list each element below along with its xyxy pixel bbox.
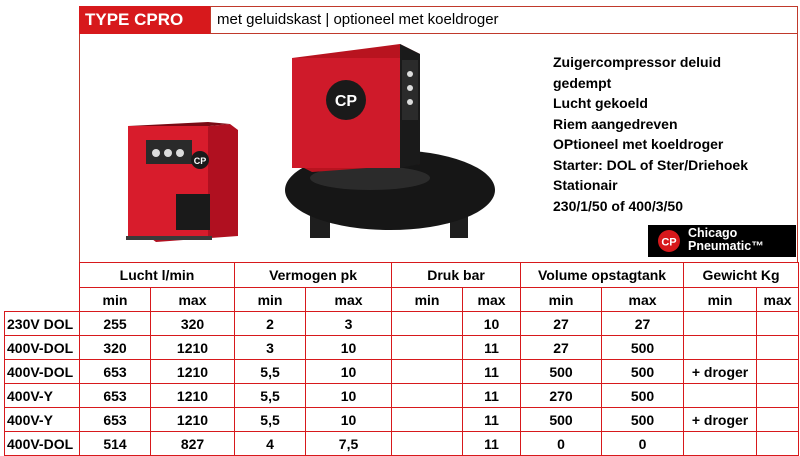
description-line: Stationair	[553, 177, 618, 193]
subheader-cell: max	[151, 288, 235, 312]
table-cell: 514	[80, 432, 151, 456]
table-cell: 320	[151, 312, 235, 336]
table-cell	[684, 432, 757, 456]
cp-logo-icon	[656, 229, 682, 253]
description-line: Starter: DOL of Ster/Driehoek	[553, 156, 749, 173]
description-line: Zuigercompressor deluid	[553, 54, 722, 70]
description-line: gedempt	[553, 74, 612, 91]
table-cell: 5,5	[235, 360, 306, 384]
table-cell: 255	[80, 312, 151, 336]
table-cell	[684, 336, 757, 360]
table-cell: 10	[306, 336, 392, 360]
subheader-cell: max	[463, 288, 521, 312]
description-line: Riem aangedreven	[553, 115, 678, 132]
table-cell: + droger	[684, 360, 757, 384]
subheader-cell: min	[392, 288, 463, 312]
table-cell	[757, 336, 799, 360]
group-header: Gewicht Kg	[684, 263, 799, 288]
table-cell: 270	[521, 384, 602, 408]
table-cell: 500	[521, 360, 602, 384]
table-cell: 0	[521, 432, 602, 456]
chicago-pneumatic-logo	[648, 225, 796, 257]
table-cell: 11	[463, 384, 521, 408]
row-label: 400V-DOL	[5, 360, 80, 384]
table-cell	[757, 360, 799, 384]
group-header: Volume opstagtank	[521, 263, 684, 288]
row-label: 400V-Y	[5, 408, 80, 432]
table-cell: 500	[602, 336, 684, 360]
table-cell: 500	[521, 408, 602, 432]
table-cell	[757, 312, 799, 336]
table-cell	[392, 408, 463, 432]
svg-text:CP: CP	[193, 156, 207, 166]
table-cell	[684, 312, 757, 336]
table-cell: 1210	[151, 360, 235, 384]
table-cell: 1210	[151, 336, 235, 360]
description-line: Lucht gekoeld	[553, 95, 648, 111]
subheader-cell: min	[235, 288, 306, 312]
corner-cell	[5, 288, 80, 312]
table-cell	[757, 408, 799, 432]
table-cell: 7,5	[306, 432, 392, 456]
tank-compressor-image	[280, 40, 495, 240]
spec-table	[4, 262, 799, 456]
table-row	[5, 432, 799, 456]
svg-text:CP: CP	[334, 93, 358, 110]
logo-line-1: Chicago	[688, 226, 738, 240]
group-header: Druk bar	[392, 263, 521, 288]
table-cell: 1210	[151, 384, 235, 408]
row-label: 400V-DOL	[5, 432, 80, 456]
subheader-cell: min	[684, 288, 757, 312]
logo-line-2: Pneumatic™	[688, 239, 764, 253]
table-cell: 11	[463, 336, 521, 360]
table-cell: 27	[521, 312, 602, 336]
table-cell: 0	[602, 432, 684, 456]
table-cell: 10	[306, 384, 392, 408]
table-cell: + droger	[684, 408, 757, 432]
table-cell	[684, 384, 757, 408]
table-cell: 3	[235, 336, 306, 360]
table-row	[5, 408, 799, 432]
row-label: 230V DOL	[5, 312, 80, 336]
table-cell: 500	[602, 360, 684, 384]
table-cell: 653	[80, 384, 151, 408]
product-description	[553, 52, 793, 216]
table-cell: 1210	[151, 408, 235, 432]
table-cell	[392, 312, 463, 336]
table-cell: 11	[463, 360, 521, 384]
row-label: 400V-Y	[5, 384, 80, 408]
table-cell: 827	[151, 432, 235, 456]
table-cell: 10	[306, 408, 392, 432]
group-header-row	[5, 263, 799, 288]
table-cell: 27	[602, 312, 684, 336]
page-subtitle: met geluidskast | optioneel met koeldroger	[210, 6, 798, 34]
table-cell: 10	[463, 312, 521, 336]
table-cell: 500	[602, 384, 684, 408]
table-cell: 27	[521, 336, 602, 360]
table-cell	[392, 384, 463, 408]
table-row	[5, 312, 799, 336]
svg-text:CP: CP	[661, 236, 677, 249]
subheader-cell: min	[521, 288, 602, 312]
table-cell: 11	[463, 408, 521, 432]
table-row	[5, 336, 799, 360]
subheader-cell: min	[80, 288, 151, 312]
table-row	[5, 360, 799, 384]
table-cell: 500	[602, 408, 684, 432]
cabinet-compressor-image	[120, 120, 240, 245]
table-cell: 5,5	[235, 384, 306, 408]
table-cell: 320	[80, 336, 151, 360]
table-row	[5, 384, 799, 408]
description-line: OPtioneel met koeldroger	[553, 136, 724, 152]
page-title: TYPE CPRO	[79, 6, 210, 34]
table-cell	[392, 432, 463, 456]
table-cell	[392, 360, 463, 384]
table-cell	[392, 336, 463, 360]
table-cell: 5,5	[235, 408, 306, 432]
subheader-cell: max	[602, 288, 684, 312]
corner-cell	[5, 263, 80, 288]
group-header: Lucht l/min	[80, 263, 235, 288]
table-cell	[757, 432, 799, 456]
subheader-cell: max	[757, 288, 799, 312]
row-label: 400V-DOL	[5, 336, 80, 360]
subheader-cell: max	[306, 288, 392, 312]
group-header: Vermogen pk	[235, 263, 392, 288]
table-cell: 11	[463, 432, 521, 456]
table-cell	[757, 384, 799, 408]
table-cell: 3	[306, 312, 392, 336]
table-cell: 10	[306, 360, 392, 384]
table-cell: 4	[235, 432, 306, 456]
subheader-row	[5, 288, 799, 312]
table-cell: 653	[80, 360, 151, 384]
table-cell: 2	[235, 312, 306, 336]
description-line: 230/1/50 of 400/3/50	[553, 197, 683, 214]
table-cell: 653	[80, 408, 151, 432]
